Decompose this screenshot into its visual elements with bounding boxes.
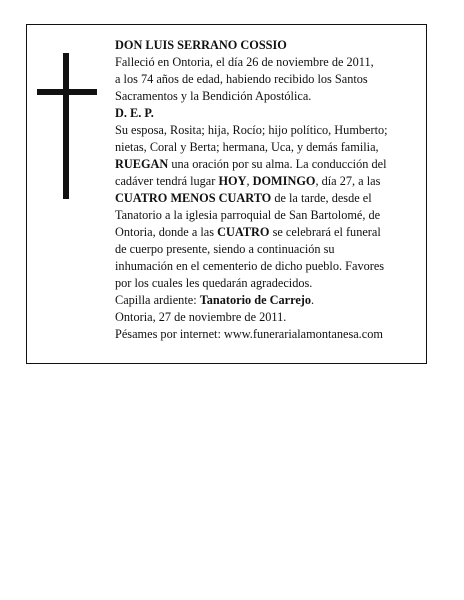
death-line-1: Falleció en Ontoria, el día 26 de noviembre de 2011,: [115, 55, 374, 69]
deceased-name-text: DON LUIS SERRANO COSSIO: [115, 38, 287, 52]
date-line: Ontoria, 27 de noviembre de 2011.: [115, 310, 287, 324]
obituary-text: [115, 37, 421, 343]
funeral-line-4: [115, 224, 421, 241]
cross-vertical-bar: [63, 53, 69, 199]
funeral-line-2: [115, 190, 421, 207]
cross-horizontal-bar: [37, 89, 97, 95]
cross-icon: [37, 53, 97, 199]
funeral-line-2-rest: de la tarde, desde el: [271, 191, 372, 205]
ruegan-text: RUEGAN: [115, 157, 169, 171]
hoy-text: HOY: [218, 174, 247, 188]
chapel-label: Capilla ardiente:: [115, 293, 200, 307]
funeral-line-5: de cuerpo presente, siendo a continuación su: [115, 242, 335, 256]
family-line-1: Su esposa, Rosita; hija, Rocío; hijo político, Humberto;: [115, 123, 388, 137]
condolences-line: Pésames por internet: www.funerarialamontanesa.com: [115, 327, 383, 341]
family-line-3-rest: una oración por su alma. La conducción del: [168, 157, 387, 171]
deceased-name: [115, 37, 421, 54]
funeral-line-1: [115, 173, 421, 190]
rip-line: [115, 105, 421, 122]
funeral-line-1-e: , día 27, a las: [315, 174, 381, 188]
family-line-3: [115, 156, 421, 173]
domingo-text: DOMINGO: [252, 174, 316, 188]
death-line-2: a los 74 años de edad, habiendo recibido los Santos: [115, 72, 368, 86]
funeral-line-1-a: cadáver tendrá lugar: [115, 174, 219, 188]
obituary-notice: [26, 24, 427, 364]
cuatro-text: CUATRO: [217, 225, 270, 239]
funeral-line-1-c: ,: [246, 174, 253, 188]
chapel-end: .: [311, 293, 315, 307]
death-line-3: Sacramentos y la Bendición Apostólica.: [115, 89, 312, 103]
funeral-line-3: Tanatorio a la iglesia parroquial de San Bartolomé, de: [115, 208, 381, 222]
chapel-line: [115, 292, 421, 309]
family-line-2: nietas, Coral y Berta; hermana, Uca, y demás familia,: [115, 140, 379, 154]
funeral-line-7: por los cuales les quedarán agradecidos.: [115, 276, 313, 290]
time-text: CUATRO MENOS CUARTO: [115, 191, 272, 205]
rip-text: D. E. P.: [115, 106, 154, 120]
chapel-place: Tanatorio de Carrejo: [199, 293, 312, 307]
funeral-line-6: inhumación en el cementerio de dicho pueblo. Favores: [115, 259, 385, 273]
funeral-line-4-a: Ontoria, donde a las: [115, 225, 218, 239]
funeral-line-4-c: se celebrará el funeral: [269, 225, 381, 239]
